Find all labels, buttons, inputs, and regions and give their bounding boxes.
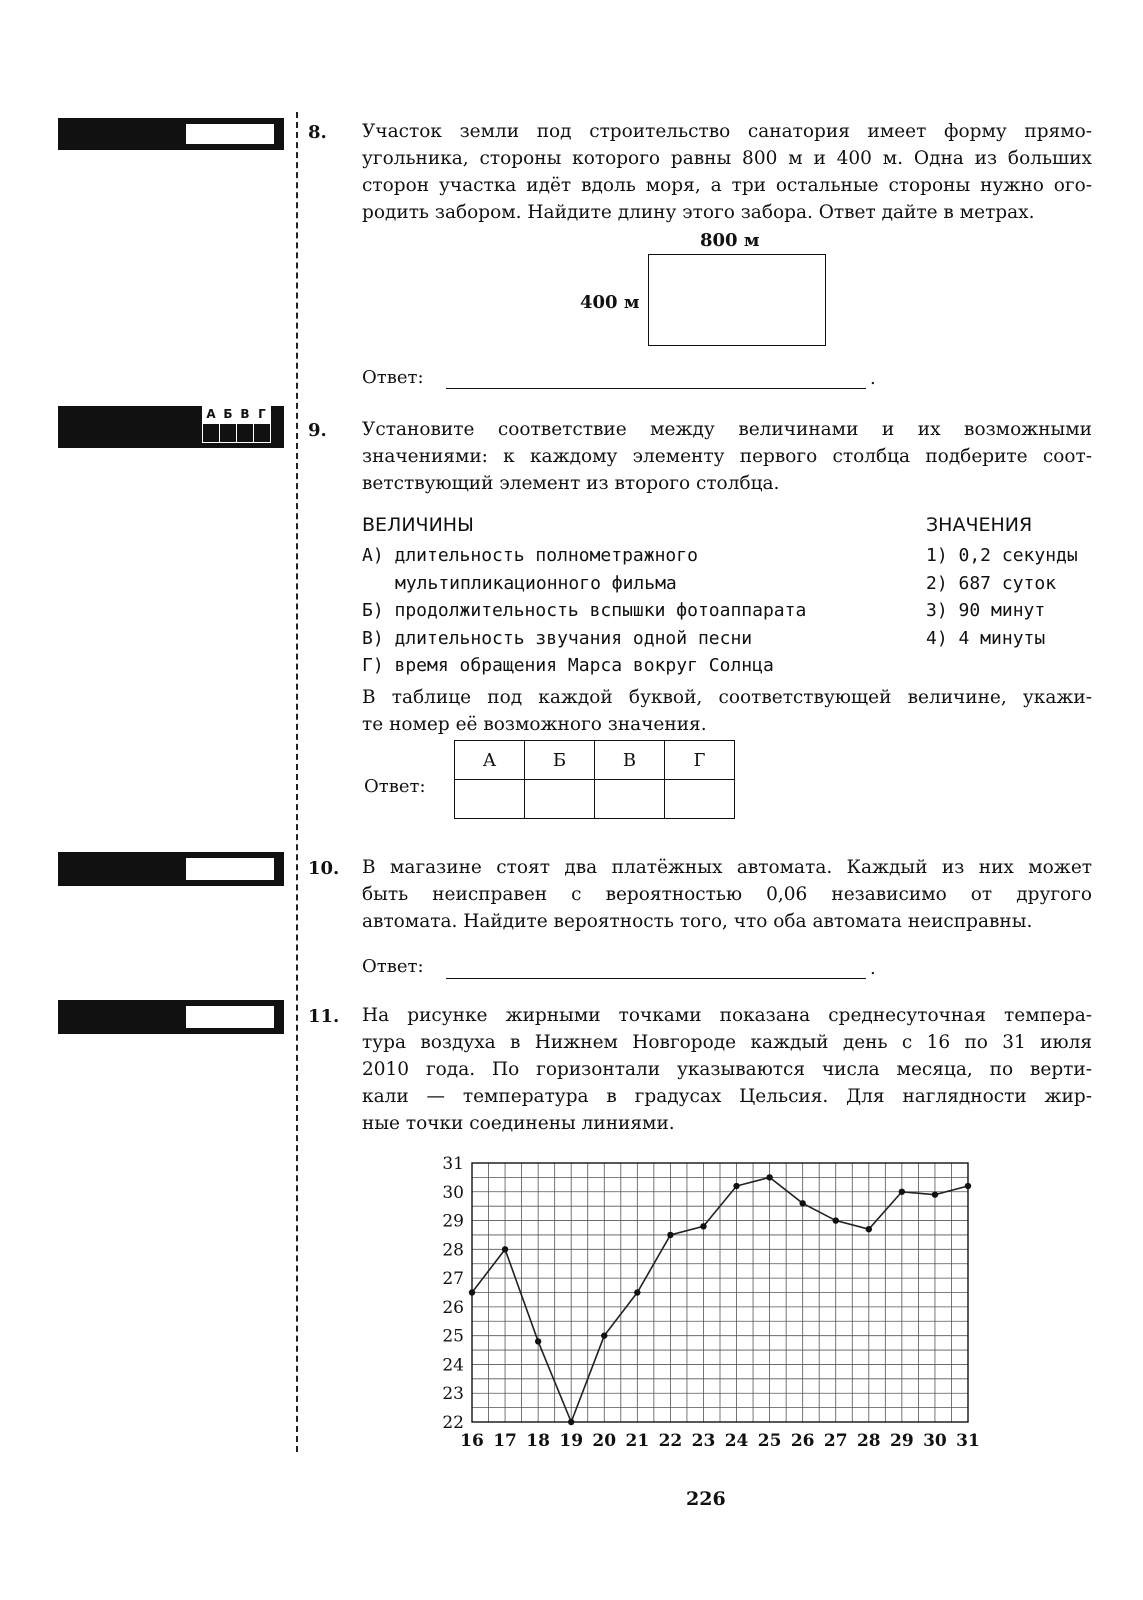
answer-box-8 [186, 124, 274, 144]
y-tick-label: 29 [442, 1211, 464, 1232]
task-8-line: сторон участка идёт вдоль моря, а три остальные стороны нужно ого- [362, 175, 1092, 196]
task-11-line: 2010 года. По горизонтали указываются числа месяца, по верти- [362, 1059, 1092, 1080]
answer-table-9 [454, 740, 735, 819]
quantity-item: А) длительность полнометражного [362, 545, 698, 566]
answer-label-8: Ответ: [362, 367, 424, 388]
x-tick-label: 23 [691, 1431, 716, 1451]
answer-table-header: В [595, 741, 665, 780]
data-point [733, 1183, 739, 1189]
task-11-line: ные точки соединены линиями. [362, 1113, 675, 1134]
data-point [469, 1289, 475, 1295]
task-11-line: тура воздуха в Нижнем Новгороде каждый день с 16 по 31 июля [362, 1032, 1092, 1053]
task-8-line: угольника, стороны которого равны 800 м и 400 м. Одна из больших [362, 148, 1092, 169]
data-point [601, 1332, 607, 1338]
answer-box-10 [186, 858, 274, 880]
x-tick-label: 16 [460, 1431, 484, 1451]
task-9-instruction [362, 684, 1092, 738]
answer-table-header: Г [665, 741, 735, 780]
data-point [932, 1191, 938, 1197]
values-header: ЗНАЧЕНИЯ [926, 514, 1033, 536]
task-8-line: Участок земли под строительство санатория имеет форму прямо- [362, 121, 1092, 142]
task-8-line: родить забором. Найдите длину этого забора. Ответ дайте в метрах. [362, 202, 1035, 223]
quantity-item: мультипликационного фильма [395, 572, 677, 594]
x-tick-label: 20 [592, 1431, 617, 1451]
answer-bar-10 [58, 852, 284, 886]
data-point [833, 1217, 839, 1223]
data-point [568, 1419, 574, 1425]
x-tick-label: 24 [724, 1431, 749, 1451]
x-tick-label: 22 [658, 1431, 683, 1451]
y-tick-label: 30 [442, 1182, 464, 1203]
y-tick-label: 27 [442, 1269, 464, 1290]
task-11-line: кали — температура в градусах Цельсия. Для наглядности жир- [362, 1086, 1092, 1107]
x-tick-label: 19 [559, 1431, 584, 1451]
x-tick-label: 17 [493, 1431, 517, 1451]
quantity-item: В) длительность звучания одной песни [362, 627, 753, 649]
data-point [535, 1338, 541, 1344]
quantity-item: Г) время обращения Марса вокруг Солнца [362, 655, 774, 676]
side-letter: В [237, 405, 254, 424]
task-10-line: автомата. Найдите вероятность того, что оба автомата неисправны. [362, 911, 1033, 932]
y-tick-label: 24 [442, 1355, 464, 1376]
answer-bar-11 [58, 1000, 284, 1034]
x-tick-label: 27 [823, 1431, 848, 1451]
task-9-line: Установите соответствие между величинами и их возможными [362, 419, 1092, 440]
answer-label-10: Ответ: [362, 956, 424, 977]
answer-cell-b[interactable] [525, 780, 595, 819]
answer-cell-v[interactable] [595, 780, 665, 819]
data-point [866, 1226, 872, 1232]
task-9-instruction-line: те номер её возможного значения. [362, 714, 707, 735]
y-tick-label: 25 [442, 1326, 464, 1347]
value-item: 3) 90 минут [926, 600, 1046, 621]
answer-dot-8: . [870, 368, 876, 389]
task-9-line: значениями: к каждому элементу первого столбца подберите соот- [362, 446, 1092, 467]
task-11-text [362, 1002, 1092, 1137]
x-tick-label: 29 [890, 1431, 914, 1451]
x-tick-label: 18 [526, 1431, 550, 1451]
data-point [667, 1232, 673, 1238]
data-point [799, 1200, 805, 1206]
x-tick-label: 30 [923, 1431, 947, 1451]
value-item: 4) 4 минуты [926, 627, 1046, 649]
answer-line-10[interactable] [446, 958, 866, 979]
temperature-chart [420, 1145, 980, 1475]
data-point [899, 1189, 905, 1195]
figure-top-label: 800 м [700, 230, 760, 251]
figure-side-label: 400 м [580, 292, 640, 313]
task-9-line: ветствующий элемент из второго столбца. [362, 473, 780, 494]
rectangle-figure [648, 254, 826, 346]
data-point [700, 1223, 706, 1229]
task-10-text [362, 854, 1092, 935]
task-8-number: 8. [308, 122, 327, 143]
answer-cell-a[interactable] [455, 780, 525, 819]
x-tick-label: 26 [790, 1431, 815, 1451]
task-9-text [362, 416, 1092, 497]
y-tick-label: 28 [442, 1240, 464, 1261]
quantities-list [362, 542, 806, 680]
margin-cut-line [296, 112, 298, 1452]
task-11-number: 11. [308, 1006, 340, 1027]
value-item: 1) 0,2 секунды [926, 545, 1078, 566]
side-letter-grid [202, 404, 271, 443]
task-10-line: В магазине стоят два платёжных автомата. Каждый из них может [362, 857, 1092, 878]
task-9-number: 9. [308, 420, 327, 441]
task-8-text [362, 118, 1092, 226]
answer-table-header: Б [525, 741, 595, 780]
side-letter: Б [220, 405, 237, 424]
x-tick-label: 25 [757, 1431, 782, 1451]
answer-bar-8 [58, 118, 284, 150]
data-point [634, 1289, 640, 1295]
task-10-number: 10. [308, 858, 340, 879]
side-letter: А [203, 405, 220, 424]
x-tick-label: 28 [856, 1431, 881, 1451]
answer-line-8[interactable] [446, 368, 866, 389]
x-tick-label: 21 [625, 1431, 650, 1451]
data-point [965, 1183, 971, 1189]
y-tick-label: 31 [442, 1154, 464, 1174]
answer-dot-10: . [870, 958, 876, 979]
quantity-item: Б) продолжительность вспышки фотоаппарата [362, 600, 807, 621]
value-item: 2) 687 суток [926, 572, 1057, 594]
y-tick-label: 23 [442, 1384, 464, 1405]
page-number: 226 [686, 1488, 726, 1510]
y-tick-label: 22 [442, 1413, 464, 1433]
data-point [502, 1246, 508, 1252]
task-11-line: На рисунке жирными точками показана среднесуточная темпера- [362, 1005, 1092, 1026]
answer-cell-g[interactable] [665, 780, 735, 819]
side-letter: Г [254, 405, 271, 424]
data-point [766, 1174, 772, 1180]
quantities-header: ВЕЛИЧИНЫ [362, 514, 474, 536]
task-10-line: быть неисправен с вероятностью 0,06 независимо от другого [362, 884, 1092, 905]
answer-label-9: Ответ: [364, 776, 426, 797]
values-list [926, 542, 1078, 652]
answer-box-11 [186, 1006, 274, 1028]
y-tick-label: 26 [442, 1297, 464, 1318]
x-tick-label: 31 [956, 1431, 980, 1451]
answer-table-header: А [455, 741, 525, 780]
task-9-instruction-line: В таблице под каждой буквой, соответствующей величине, укажи- [362, 687, 1092, 708]
